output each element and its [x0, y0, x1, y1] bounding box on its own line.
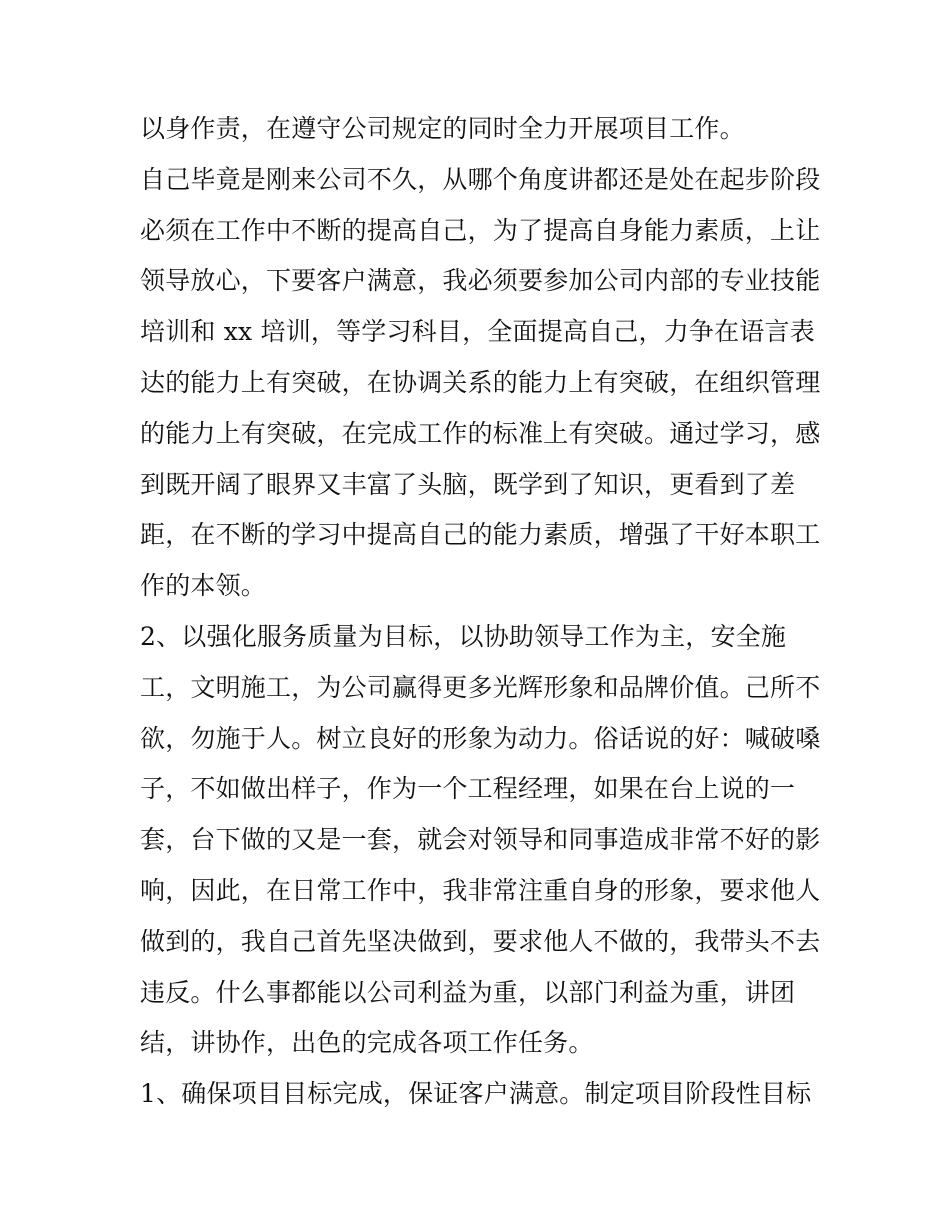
text-line: 结，讲协作，出色的完成各项工作任务。	[140, 1028, 594, 1058]
text-line: 子，不如做出样子，作为一个工程经理，如果在台上说的一	[140, 774, 796, 804]
text-line: 响，因此，在日常工作中，我非常注重自身的形象，要求他人	[140, 875, 821, 905]
text-line: 欲，勿施于人。树立良好的形象为动力。俗话说的好：喊破嗓	[140, 723, 821, 753]
text-line: 1、确保项目目标完成，保证客户满意。制定项目阶段性目标	[140, 1079, 812, 1109]
text-line: 自己毕竟是刚来公司不久，从哪个角度讲都还是处在起步阶段	[140, 164, 821, 194]
text-line: 的能力上有突破，在完成工作的标准上有突破。通过学习，感	[140, 418, 821, 448]
text-line: 2、以强化服务质量为目标，以协助领导工作为主，安全施	[140, 621, 787, 651]
text-line: 工，文明施工，为公司赢得更多光辉形象和品牌价值。己所不	[140, 672, 821, 702]
text-line: 距，在不断的学习中提高自己的能力素质，增强了干好本职工	[140, 520, 821, 550]
text-line: 违反。什么事都能以公司利益为重，以部门利益为重，讲团	[140, 977, 796, 1007]
text-line: 培训和 xx 培训，等学习科目，全面提高自己，力争在语言表	[140, 317, 815, 347]
text-line: 达的能力上有突破，在协调关系的能力上有突破，在组织管理	[140, 367, 821, 397]
text-line: 到既开阔了眼界又丰富了头脑，既学到了知识，更看到了差	[140, 469, 796, 499]
document-body-text	[140, 104, 820, 1120]
text-line: 套，台下做的又是一套，就会对领导和同事造成非常不好的影	[140, 825, 821, 855]
text-line: 领导放心，下要客户满意，我必须要参加公司内部的专业技能	[140, 266, 821, 296]
text-line: 以身作责，在遵守公司规定的同时全力开展项目工作。	[140, 114, 745, 143]
text-line: 必须在工作中不断的提高自己，为了提高自身能力素质，上让	[140, 215, 821, 245]
text-line: 做到的，我自己首先坚决做到，要求他人不做的，我带头不去	[140, 926, 821, 956]
text-line: 作的本领。	[140, 571, 267, 601]
